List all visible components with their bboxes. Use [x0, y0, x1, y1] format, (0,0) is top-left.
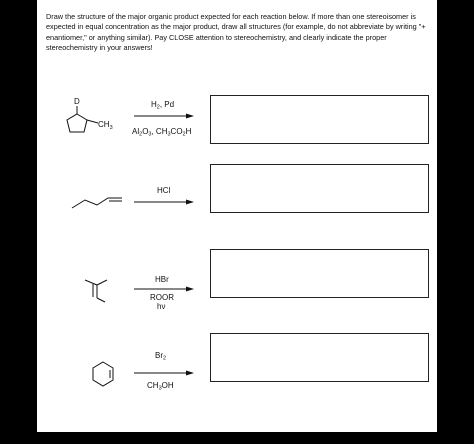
- answer-box-1[interactable]: [210, 95, 429, 144]
- reaction-1-arrow: [134, 112, 194, 120]
- reaction-4-substrate: [88, 359, 118, 389]
- reaction-4-arrow: [134, 369, 194, 377]
- answer-box-3[interactable]: [210, 249, 429, 298]
- reaction-3-arrow: [134, 285, 194, 293]
- instructions-text: Draw the structure of the major organic product expected for each reaction below. If more than one stereoisomer is expected in equal concentration as the major product, draw all structures (for example, do not abbreviate by writing "+ enantiomer," or anything similar). Pay CLOSE attention to stereochemistry, and clearly indicate the proper stereochemistry in your answers!: [46, 12, 426, 52]
- reaction-3-reagent-above: HBr: [155, 275, 169, 284]
- reaction-4-reagent-below: $CH_3OH$: [147, 381, 174, 392]
- reaction-1-substrate: [59, 96, 129, 144]
- reaction-1-reagent-below: $Al_2O_3$, $CH_3CO_2H$: [132, 127, 192, 138]
- reaction-2-reagent-above: HCl: [157, 186, 171, 195]
- answer-box-2[interactable]: [210, 164, 429, 213]
- methyl-label: $CH_3$: [98, 120, 113, 131]
- reaction-3-reagent-below-1: ROOR: [150, 293, 174, 302]
- reaction-3-substrate: [83, 272, 123, 306]
- worksheet-page: [37, 0, 437, 432]
- answer-box-4[interactable]: [210, 333, 429, 382]
- reaction-3-reagent-below-2: hν: [157, 302, 166, 311]
- reaction-4-reagent-above: $Br_2$: [155, 351, 167, 362]
- reaction-2-arrow: [134, 198, 194, 206]
- reaction-1-reagent-above: $H_2$, Pd: [151, 100, 175, 111]
- deuterium-label: D: [74, 97, 80, 106]
- reaction-2-substrate: [71, 192, 131, 212]
